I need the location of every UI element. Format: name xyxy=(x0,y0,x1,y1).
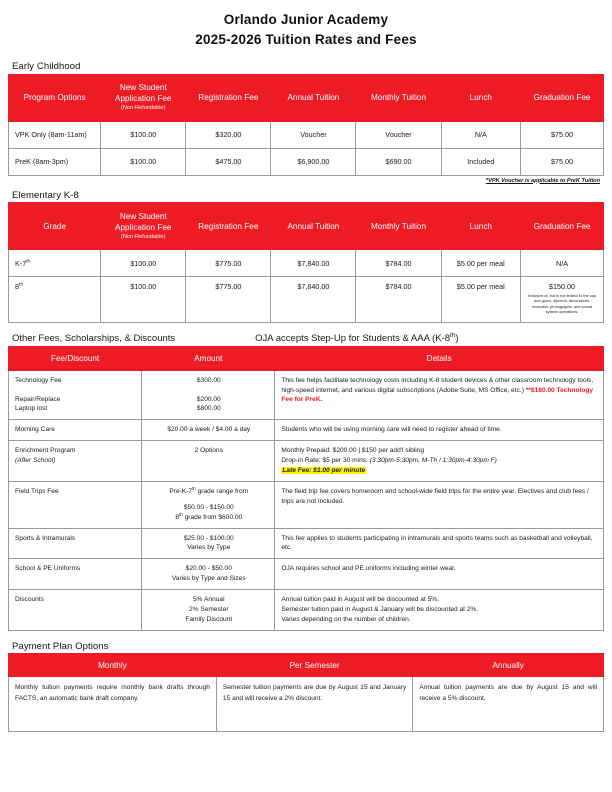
cell-annual-description: Annual tuition payments are due by August 15 and will receive a 5% discount. xyxy=(413,677,604,732)
table-row xyxy=(9,121,604,148)
cell-amount xyxy=(142,481,275,528)
cell-lunch: Included xyxy=(441,148,521,175)
column-header-monthly-tuition xyxy=(356,203,441,250)
column-header-sublabel: (Non-Refundable) xyxy=(121,105,166,112)
column-header-label: Registration Fee xyxy=(198,221,259,231)
other-fees-heading-row xyxy=(8,333,604,344)
column-header-application-fee xyxy=(101,203,186,250)
cell-amount xyxy=(142,590,275,631)
cell-fee-name: School & PE Uniforms xyxy=(9,559,142,590)
column-header-graduation-fee xyxy=(521,74,604,121)
fee-name: Technology Fee xyxy=(15,376,62,384)
cell-grade xyxy=(9,277,101,323)
table-row xyxy=(9,677,604,732)
graduation-fee-fineprint: Inclusive of, but is not limited to the cap and gown, diploma, decorations, reception, photographs, and sound system operations. xyxy=(528,293,596,314)
details-dropin-text: Drop-in Rate: $5 per 30 mins. xyxy=(281,457,368,465)
column-header-lunch xyxy=(441,74,521,121)
amount-range: $20.00 - $50.00 xyxy=(185,565,232,573)
cell-graduation-fee: $75.00 xyxy=(521,148,604,175)
column-header-registration-fee xyxy=(186,74,271,121)
column-header-label: Monthly Tuition xyxy=(370,93,427,103)
amount-repair: $200.00 xyxy=(196,395,221,403)
cell-fee-name: Morning Care xyxy=(9,420,142,441)
cell-fee-name: Field Trips Fee xyxy=(9,481,142,528)
cell-details: OJA requires school and PE uniforms including winter wear. xyxy=(275,559,604,590)
column-header-grade xyxy=(9,203,101,250)
column-header-sublabel: (Non-Refundable) xyxy=(121,233,166,240)
column-header-graduation-fee xyxy=(521,203,604,250)
step-up-note xyxy=(255,333,458,344)
cell-registration-fee: $475.00 xyxy=(186,148,271,175)
cell-monthly-tuition: $784.00 xyxy=(356,277,441,323)
table-header-row xyxy=(9,346,604,370)
column-header-label: Program Options xyxy=(23,93,86,103)
cell-amount xyxy=(142,370,275,420)
details-dropin xyxy=(281,456,598,466)
details-text: This fee helps facilitate technology costs including K-8 student devices & other classroom technology tools, high-speed internet, and various digital subscriptions (Adobe Suite, MS Office, etc.) xyxy=(281,376,594,394)
cell-annual-tuition: $7,840.00 xyxy=(271,250,356,277)
amount-grade8-num: 8 xyxy=(175,513,180,521)
amount-annual: 5% Annual xyxy=(193,596,225,604)
cell-grade-text: K-7 xyxy=(15,258,27,268)
table-header-row xyxy=(9,654,604,677)
cell-graduation-fee: N/A xyxy=(521,250,604,277)
column-header-fee-discount: Fee/Discount xyxy=(9,346,142,370)
column-header-application-fee xyxy=(101,74,186,121)
cell-amount xyxy=(142,528,275,559)
cell-fee-name: Sports & Intramurals xyxy=(9,528,142,559)
cell-monthly-tuition: Voucher xyxy=(356,121,441,148)
column-header-annually: Annually xyxy=(413,654,604,677)
cell-lunch: $5.00 per meal xyxy=(441,277,521,323)
cell-graduation-fee xyxy=(521,277,604,323)
cell-details xyxy=(275,590,604,631)
cell-monthly-tuition: $690.00 xyxy=(356,148,441,175)
column-header-label: Registration Fee xyxy=(198,93,259,103)
table-row xyxy=(9,250,604,277)
cell-annual-tuition: Voucher xyxy=(271,121,356,148)
cell-grade-suffix: th xyxy=(26,259,31,265)
cell-monthly-description: Monthly tuition payments require monthly bank drafts through FACTS, an automatic bank draft company. xyxy=(9,677,217,732)
column-header-label: New Student Application Fee xyxy=(115,83,172,104)
cell-program: PreK (8am-3pm) xyxy=(9,148,101,175)
column-header-details: Details xyxy=(275,346,604,370)
column-header-label: Monthly Tuition xyxy=(370,221,427,231)
amount-range-label xyxy=(148,487,269,497)
cell-application-fee: $100.00 xyxy=(101,121,186,148)
column-header-lunch xyxy=(441,203,521,250)
cell-monthly-tuition: $784.00 xyxy=(356,250,441,277)
table-row-discounts xyxy=(9,590,604,631)
cell-fee-name xyxy=(9,370,142,420)
page-title-line1: Orlando Junior Academy xyxy=(223,12,389,27)
amount-note: Varies by Type xyxy=(187,544,231,552)
cell-annual-tuition: $7,840.00 xyxy=(271,277,356,323)
amount-family: Family Discount xyxy=(185,615,233,623)
column-header-label: Graduation Fee xyxy=(533,93,591,103)
cell-details: This fee applies to students participating in intramurals and sports teams such as basketball and volleyball, etc. xyxy=(275,528,604,559)
details-monthly-prepaid: Monthly Prepaid: $200.00 | $150 per add'l sibling xyxy=(281,447,425,455)
cell-lunch: N/A xyxy=(441,121,521,148)
cell-grade xyxy=(9,250,101,277)
cell-application-fee: $100.00 xyxy=(101,277,186,323)
column-header-registration-fee xyxy=(186,203,271,250)
page-title-line2: 2025-2026 Tuition Rates and Fees xyxy=(195,31,417,47)
column-header-label: Grade xyxy=(43,221,66,231)
step-up-note-text: OJA accepts Step-Up for Students & AAA (K-8 xyxy=(255,333,451,345)
cell-fee-name: Discounts xyxy=(9,590,142,631)
page-title xyxy=(8,10,604,49)
cell-details xyxy=(275,441,604,482)
table-row-technology-fee xyxy=(9,370,604,420)
section-label-early-childhood: Early Childhood xyxy=(12,61,81,73)
details-dropin-hours: (3:30pm-5:30pm, M-Th / 1:30pm-4:30pm F) xyxy=(369,457,497,465)
table-row-field-trips-fee xyxy=(9,481,604,528)
amount-primary: $300.00 xyxy=(196,376,221,384)
fee-name: Enrichment Program xyxy=(15,447,76,455)
amount-grade8-suffix: th xyxy=(179,511,183,517)
other-fees-table xyxy=(8,346,604,631)
section-label-payment-plans: Payment Plan Options xyxy=(12,640,109,652)
vpk-voucher-footnote: *VPK Voucher is applicable to PreK Tuition xyxy=(485,177,600,184)
cell-amount: $20.00 a week / $4.00 a day xyxy=(142,420,275,441)
amount-note: Varies by Type and Sizes xyxy=(171,575,246,583)
cell-amount: 2 Options xyxy=(142,441,275,482)
amount-grade8 xyxy=(148,513,269,523)
table-row-sports-intramurals xyxy=(9,528,604,559)
cell-graduation-amount: $150.00 xyxy=(549,282,576,292)
fee-name-laptop-lost: Laptop lost xyxy=(15,405,48,413)
details-prek-note: **$180.00 Technology Fee for PreK. xyxy=(281,386,594,404)
column-header-annual-tuition xyxy=(271,203,356,250)
column-header-label: New Student Application Fee xyxy=(115,211,172,232)
cell-application-fee: $100.00 xyxy=(101,250,186,277)
details-family: Varies depending on the number of children. xyxy=(281,615,411,623)
cell-semester-description: Semester tuition payments are due by August 15 and January 15 and will receive a 2% discount. xyxy=(216,677,412,732)
table-row-uniforms xyxy=(9,559,604,590)
column-header-monthly: Monthly xyxy=(9,654,217,677)
cell-registration-fee: $775.00 xyxy=(186,250,271,277)
column-header-label: Lunch xyxy=(469,221,492,231)
table-row-enrichment-program xyxy=(9,441,604,482)
cell-lunch: $5.00 per meal xyxy=(441,250,521,277)
cell-registration-fee: $775.00 xyxy=(186,277,271,323)
amount-range: $25.00 - $100.00 xyxy=(183,534,234,542)
details-late-fee: Late Fee: $1.00 per minute xyxy=(282,466,366,474)
details-annual: Annual tuition paid in August will be discounted at 5%. xyxy=(281,596,439,604)
cell-registration-fee: $320.00 xyxy=(186,121,271,148)
cell-program: VPK Only (8am-11am) xyxy=(9,121,101,148)
cell-grade-suffix: th xyxy=(19,282,24,288)
column-header-program-options xyxy=(9,74,101,121)
step-up-note-suffix: th xyxy=(450,331,456,339)
amount-grade-low: Pre-K-7 xyxy=(169,487,193,495)
cell-annual-tuition: $6,900.00 xyxy=(271,148,356,175)
table-header-row xyxy=(9,74,604,121)
cell-fee-name xyxy=(9,441,142,482)
elementary-table xyxy=(8,202,604,323)
column-header-per-semester: Per Semester xyxy=(216,654,412,677)
section-label-elementary: Elementary K-8 xyxy=(12,189,79,201)
amount-semester: 2% Semester xyxy=(188,605,229,613)
cell-amount xyxy=(142,559,275,590)
cell-grade-text: 8 xyxy=(15,282,19,292)
table-row-morning-care xyxy=(9,420,604,441)
column-header-annual-tuition xyxy=(271,74,356,121)
step-up-note-end: ) xyxy=(455,333,459,345)
column-header-label: Lunch xyxy=(469,93,492,103)
table-header-row xyxy=(9,203,604,250)
column-header-label: Graduation Fee xyxy=(533,221,591,231)
column-header-label: Annual Tuition xyxy=(287,93,340,103)
early-childhood-table xyxy=(8,74,604,176)
cell-details: The field trip fee covers homeroom and school-wide field trips for the entire year. Electives and club fees / trips are not included. xyxy=(275,481,604,528)
table-row xyxy=(9,148,604,175)
fee-name-repair: Repair/Replace xyxy=(15,395,61,403)
fee-name-sub: (After School) xyxy=(15,457,56,465)
amount-laptop-lost: $800.00 xyxy=(196,405,221,413)
table-row xyxy=(9,277,604,323)
section-label-other-fees: Other Fees, Scholarships, & Discounts xyxy=(12,333,176,345)
cell-details xyxy=(275,370,604,420)
amount-grade-low-suffix: th xyxy=(192,485,196,491)
cell-graduation-fee: $75.00 xyxy=(521,121,604,148)
amount-range-value: $50.00 - $150.00 xyxy=(183,503,234,511)
column-header-label: Annual Tuition xyxy=(287,221,340,231)
column-header-monthly-tuition xyxy=(356,74,441,121)
column-header-amount: Amount xyxy=(142,346,275,370)
amount-grade-low-end: grade range from xyxy=(195,487,249,495)
cell-details: Students who will be using morning care will need to register ahead of time. xyxy=(275,420,604,441)
details-semester: Semester tuition paid in August & January will be discounted at 2%. xyxy=(281,605,479,613)
amount-grade8-end: grade from $600.00 xyxy=(182,513,243,521)
payment-plan-table xyxy=(8,653,604,732)
cell-application-fee: $100.00 xyxy=(101,148,186,175)
